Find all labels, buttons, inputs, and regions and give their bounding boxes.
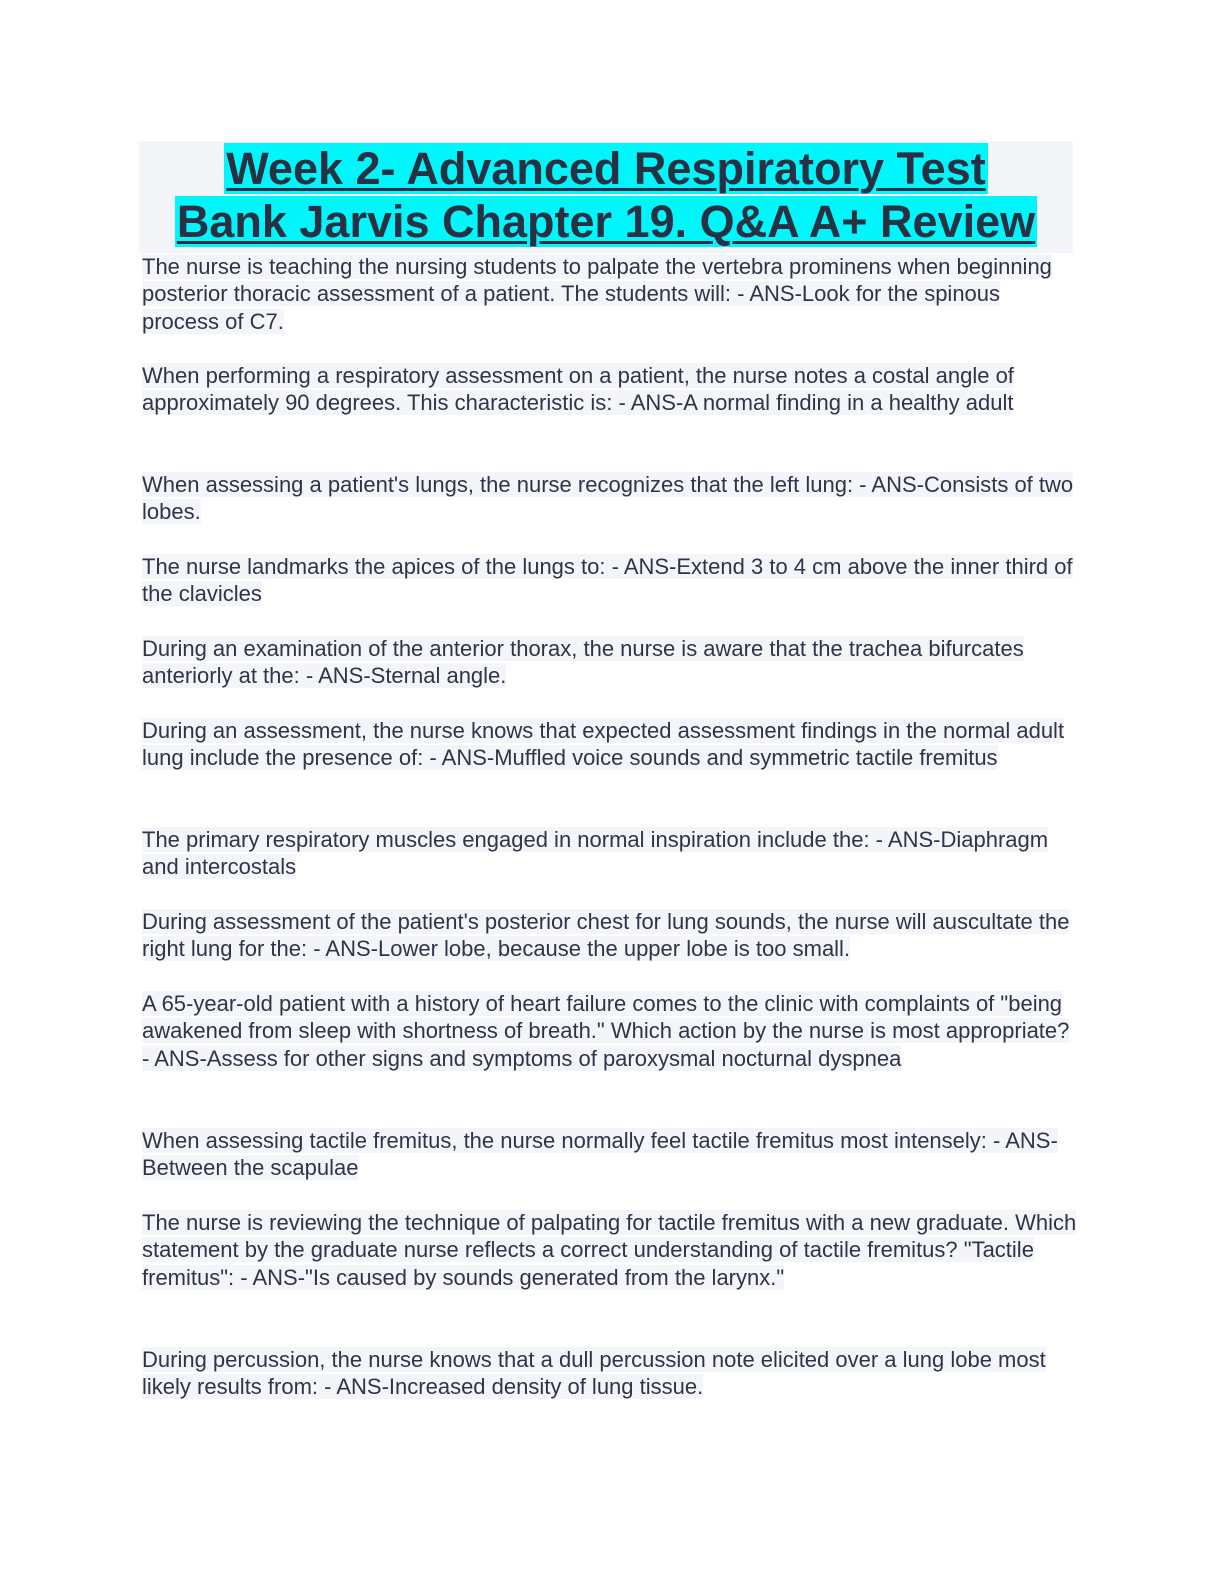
document-title <box>139 141 1073 253</box>
qa-item: During assessment of the patient's posterior chest for lung sounds, the nurse will auscultate the right lung for the: - ANS-Lower lobe, because the upper lobe is too small. <box>142 909 1070 962</box>
title-line-2: Bank Jarvis Chapter 19. Q&A A+ Review <box>176 196 1036 247</box>
qa-item: During an examination of the anterior thorax, the nurse is aware that the trachea bifurcates anteriorly at the: - ANS-Sternal angle. <box>142 636 1024 689</box>
qa-item: The nurse landmarks the apices of the lungs to: - ANS-Extend 3 to 4 cm above the inner third of the clavicles <box>142 554 1073 607</box>
qa-item: The nurse is reviewing the technique of palpating for tactile fremitus with a new graduate. Which statement by the graduate nurse reflects a correct understanding of tactile fremitus? "Tactile fremitus": - ANS-"Is caused by sounds generated from the larynx." <box>142 1210 1077 1290</box>
qa-item: The nurse is teaching the nursing students to palpate the vertebra prominens when beginning posterior thoracic assessment of a patient. The students will: - ANS-Look for the spinous process of C7. <box>142 254 1052 334</box>
qa-item: A 65-year-old patient with a history of heart failure comes to the clinic with complaints of "being awakened from sleep with shortness of breath." Which action by the nurse is most appropriate? - ANS-Assess for other signs and symptoms of paroxysmal nocturnal dyspnea <box>142 991 1070 1071</box>
qa-item: When performing a respiratory assessment on a patient, the nurse notes a costal angle of approximately 90 degrees. This characteristic is: - ANS-A normal finding in a healthy adult <box>142 363 1014 416</box>
qa-item: During an assessment, the nurse knows that expected assessment findings in the normal adult lung include the presence of: - ANS-Muffled voice sounds and symmetric tactile fremitus <box>142 718 1065 771</box>
qa-item: When assessing tactile fremitus, the nurse normally feel tactile fremitus most intensely: - ANS-Between the scapulae <box>142 1128 1058 1181</box>
qa-item: When assessing a patient's lungs, the nurse recognizes that the left lung: - ANS-Consists of two lobes. <box>142 472 1074 525</box>
qa-item: The primary respiratory muscles engaged in normal inspiration include the: - ANS-Diaphragm and intercostals <box>142 827 1049 880</box>
qa-item: During percussion, the nurse knows that a dull percussion note elicited over a lung lobe most likely results from: - ANS-Increased density of lung tissue. <box>142 1347 1046 1400</box>
title-line-1: Week 2- Advanced Respiratory Test <box>226 143 986 194</box>
